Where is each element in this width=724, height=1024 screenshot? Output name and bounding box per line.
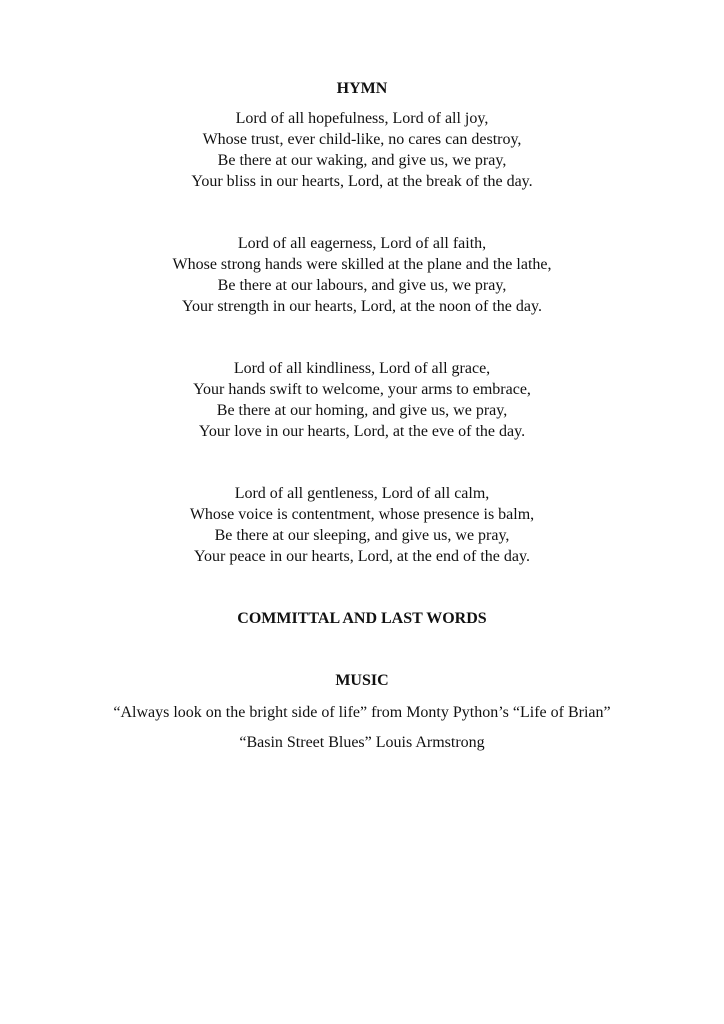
verse-line: Lord of all kindliness, Lord of all grace, [233, 360, 491, 377]
hymn-verse-4 [0, 483, 724, 567]
verse-line: Lord of all hopefulness, Lord of all joy, [235, 110, 489, 127]
verse-line: Be there at our waking, and give us, we pray, [217, 152, 507, 169]
music-heading: MUSIC [335, 672, 389, 689]
verse-line: Your strength in our hearts, Lord, at the noon of the day. [182, 298, 542, 315]
verse-line: Your hands swift to welcome, your arms to embrace, [193, 381, 531, 398]
committal-heading: COMMITTAL AND LAST WORDS [237, 610, 487, 627]
hymn-heading: HYMN [336, 80, 388, 97]
verse-line: Be there at our sleeping, and give us, we pray, [214, 527, 510, 544]
verse-line: Your peace in our hearts, Lord, at the end of the day. [194, 548, 530, 565]
verse-line: Your bliss in our hearts, Lord, at the break of the day. [191, 173, 533, 190]
hymn-verse-3 [0, 358, 724, 442]
verse-line: Your love in our hearts, Lord, at the eve of the day. [198, 423, 526, 440]
music-item: “Always look on the bright side of life” from Monty Python’s “Life of Brian” [113, 704, 611, 721]
verse-line: Whose voice is contentment, whose presence is balm, [189, 506, 535, 523]
verse-line: Whose strong hands were skilled at the plane and the lathe, [172, 256, 552, 273]
hymn-verse-1 [0, 108, 724, 192]
music-item: “Basin Street Blues” Louis Armstrong [239, 734, 485, 751]
verse-line: Whose trust, ever child-like, no cares can destroy, [202, 131, 522, 148]
verse-line: Lord of all gentleness, Lord of all calm, [234, 485, 490, 502]
verse-line: Lord of all eagerness, Lord of all faith, [237, 235, 487, 252]
verse-line: Be there at our homing, and give us, we pray, [216, 402, 508, 419]
verse-line: Be there at our labours, and give us, we pray, [217, 277, 507, 294]
hymn-verse-2 [0, 233, 724, 317]
